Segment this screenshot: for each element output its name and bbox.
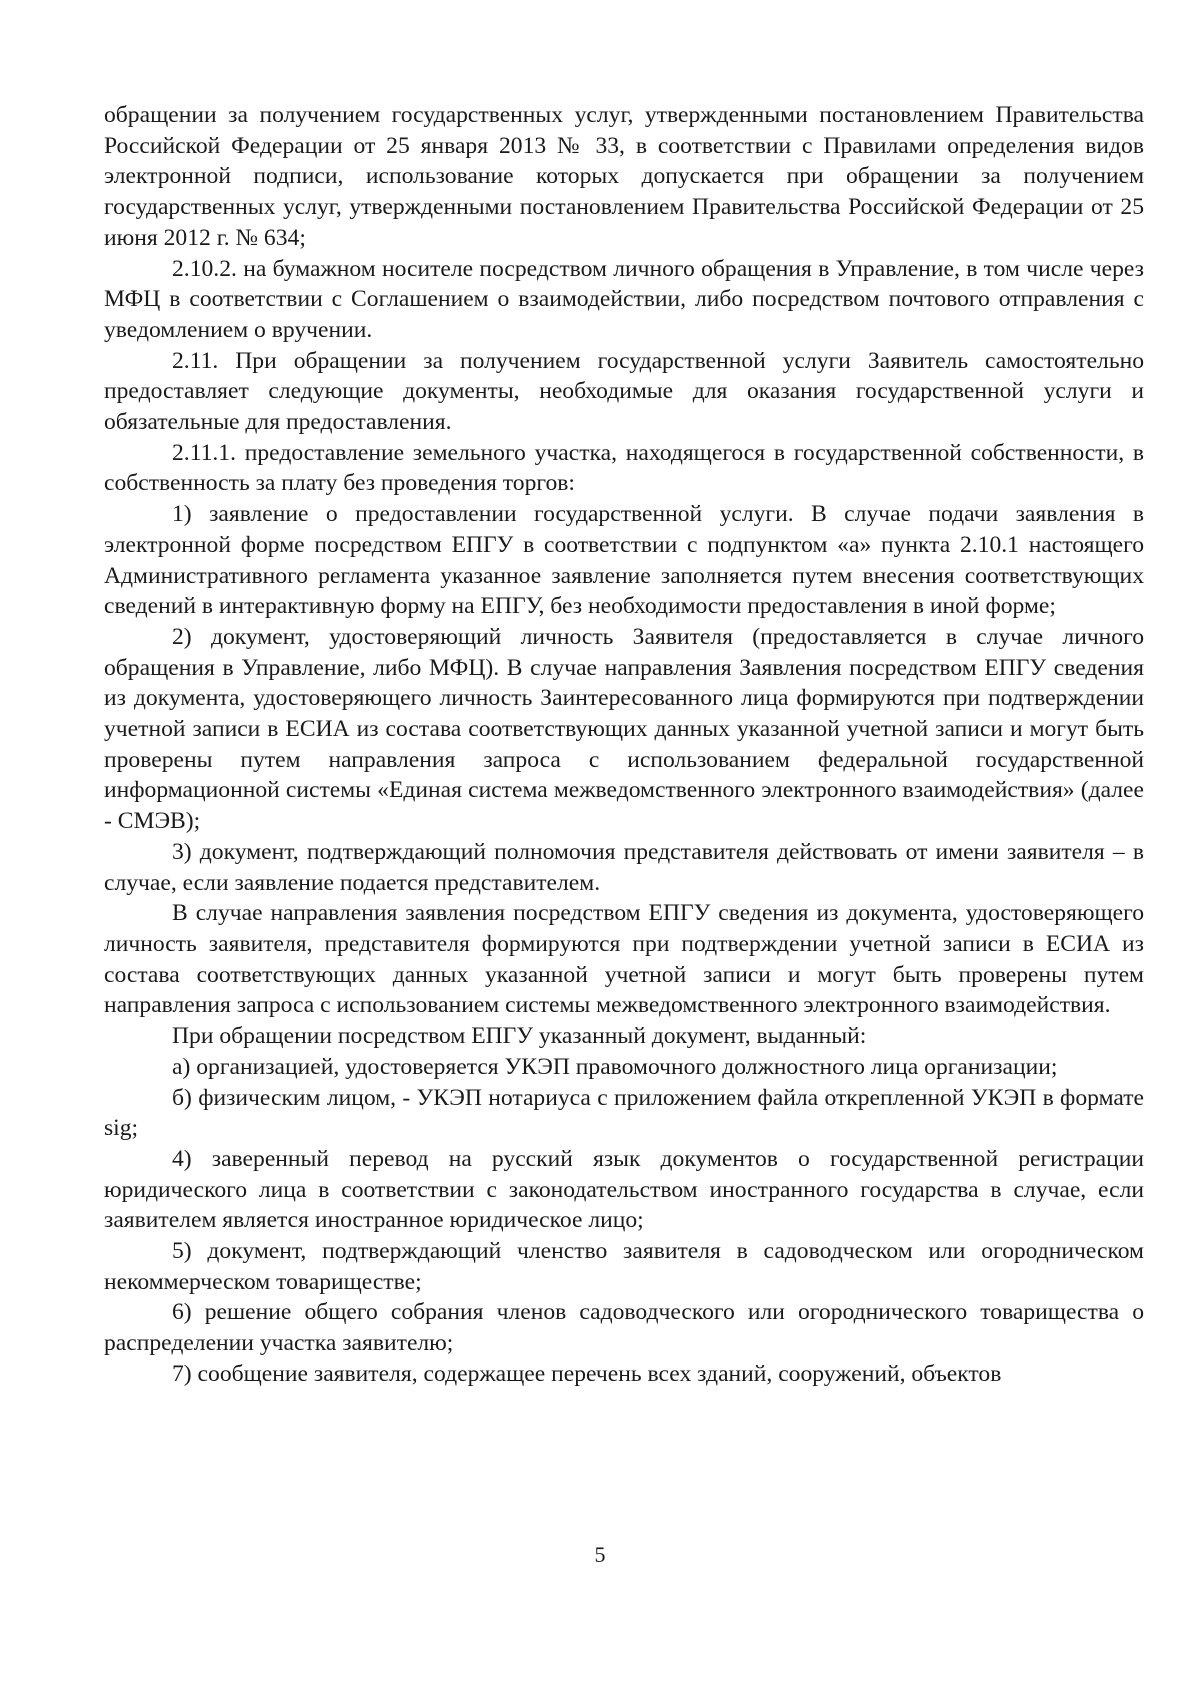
paragraph-continuation: обращении за получением государственных услуг, утвержденными постановлением Правительства Российской Федерации от 25 января 2013 № 33, в соответствии с Правилами определения видов электронной подписи, использование которых допускается при обращении за получением государственных услуг, утвержденными постановлением Правительства Российской Федерации от 25 июня 2012 г. № 634; (104, 102, 1144, 251)
list-item-5: 5) документ, подтверждающий членство заявителя в садоводческом или огородническом некоммерческом товариществе; (104, 1238, 1144, 1295)
paragraph-2-11-1: 2.11.1. предоставление земельного участка, находящегося в государственной собственности, в собственность за плату без проведения торгов: (104, 439, 1144, 497)
list-item-7: 7) сообщение заявителя, содержащее перечень всех зданий, сооружений, объектов (172, 1360, 1002, 1387)
list-item-6: 6) решение общего собрания членов садоводческого или огороднического товарищества о распределении участка заявителю; (104, 1299, 1144, 1357)
list-item-3: 3) документ, подтверждающий полномочия представителя действовать от имени заявителя – в случае, если заявление подается представителем. (104, 838, 1144, 896)
list-item-4: 4) заверенный перевод на русский язык документов о государственной регистрации юридического лица в соответствии с законодательством иностранного государства в случае, если заявителем является иностранное юридическое лицо; (104, 1145, 1144, 1234)
paragraph-2-11: 2.11. При обращении за получением государственной услуги Заявитель самостоятельно предоставляет следующие документы, необходимые для оказания государственной услуги и обязательные для предоставления. (104, 347, 1144, 436)
paragraph-2-10-2: 2.10.2. на бумажном носителе посредством личного обращения в Управление, в том числе через МФЦ в соответствии с Соглашением о взаимодействии, либо посредством почтового отправления с уведомлением о вручении. (104, 255, 1144, 343)
list-item-2: 2) документ, удостоверяющий личность Заявителя (предоставляется в случае личного обращения в Управление, либо МФЦ). В случае направления Заявления посредством ЕПГУ сведения из документа, удостоверяющего личность Заинтересованного лица формируются при подтверждении учетной записи в ЕСИА из состава соответствующих данных указанной учетной записи и могут быть проверены путем направления запроса с использованием федеральной государственной информационной системы «Единая система межведомственного электронного взаимодействия» (далее - СМЭВ); (104, 623, 1144, 835)
paragraph-epgu-document: При обращении посредством ЕПГУ указанный документ, выданный: (172, 1023, 867, 1050)
list-item-b: б) физическим лицом, - УКЭП нотариуса с приложением файла открепленной УКЭП в формате sig; (104, 1084, 1144, 1142)
document-page (104, 100, 1144, 1390)
list-item-1: 1) заявление о предоставлении государственной услуги. В случае подачи заявления в электронной форме посредством ЕПГУ в соответствии с подпунктом «а» пункта 2.10.1 настоящего Административного регламента указанное заявление заполняется путем внесения соответствующих сведений в интерактивную форму на ЕПГУ, без необходимости предоставления в иной форме; (104, 501, 1144, 620)
paragraph-epgu-info: В случае направления заявления посредством ЕПГУ сведения из документа, удостоверяющего личность заявителя, представителя формируются при подтверждении учетной записи в ЕСИА из состава соответствующих данных указанной учетной записи и могут быть проверены путем направления запроса с использованием системы межведомственного электронного взаимодействия. (104, 900, 1144, 1019)
list-item-a: а) организацией, удостоверяется УКЭП правомочного должностного лица организации; (172, 1053, 1058, 1080)
page-number: 5 (594, 1542, 606, 1567)
